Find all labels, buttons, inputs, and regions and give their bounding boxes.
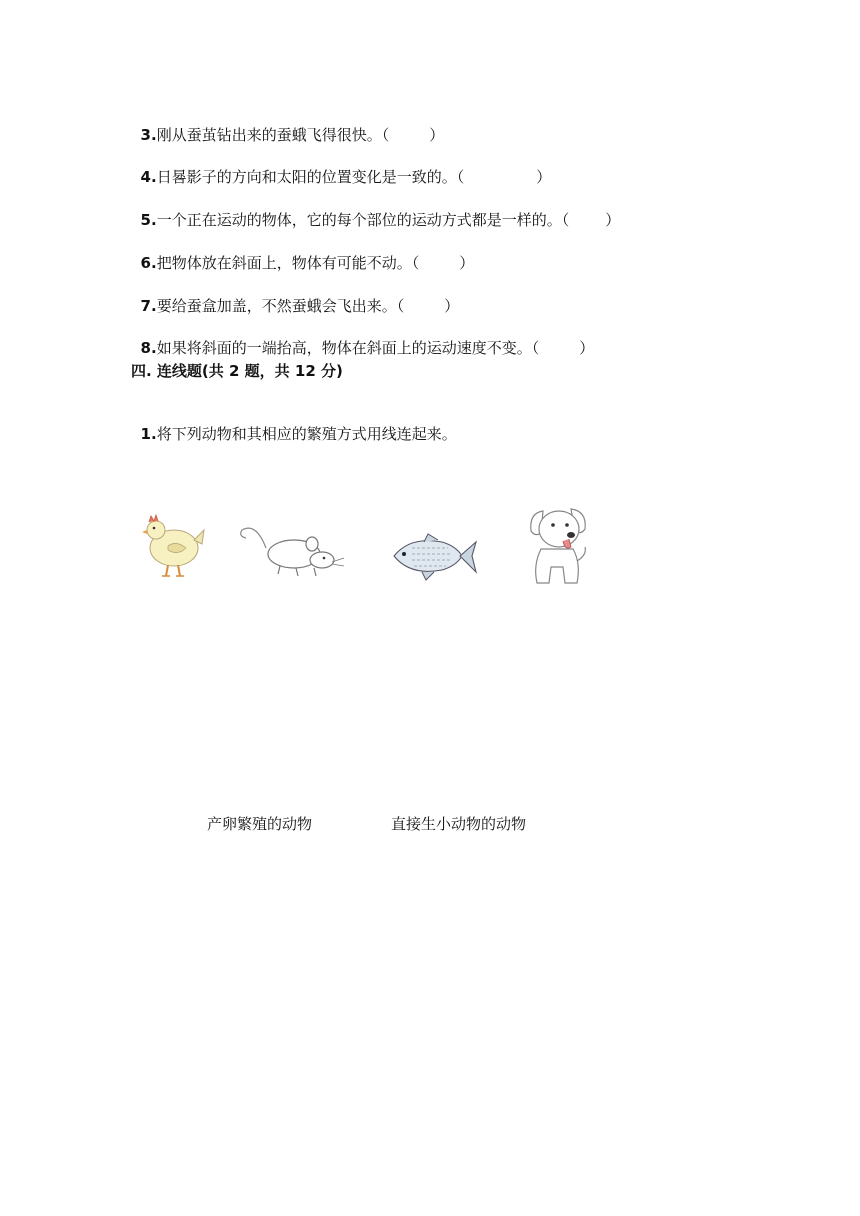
hen-icon[interactable] — [140, 510, 210, 580]
question-text: 如果将斜面的一端抬高，物体在斜面上的运动速度不变。 — [156, 339, 532, 357]
category-viviparous[interactable]: 直接生小动物的动物 — [391, 815, 527, 833]
question-number: 5. — [140, 211, 157, 229]
answer-paren-open: （ — [396, 297, 405, 315]
answer-paren-open: （ — [531, 339, 540, 357]
question-8 — [131, 318, 594, 358]
answer-paren-close: ） — [459, 254, 475, 272]
question-text: 一个正在运动的物体，它的每个部位的运动方式都是一样的。 — [156, 211, 562, 229]
question-7 — [131, 276, 459, 316]
category-oviparous[interactable]: 产卵繁殖的动物 — [207, 815, 313, 833]
question-3 — [131, 105, 444, 145]
matching-question — [131, 404, 457, 444]
answer-paren-open: （ — [456, 168, 465, 186]
question-text: 刚从蚕茧钻出来的蚕蛾飞得很快。 — [156, 126, 382, 144]
fish-icon[interactable] — [388, 528, 478, 584]
question-4 — [131, 147, 551, 187]
answer-paren-close: ） — [605, 211, 621, 229]
question-number: 6. — [140, 254, 157, 272]
question-5 — [131, 190, 620, 230]
question-6 — [131, 233, 474, 273]
answer-paren-close: ） — [536, 168, 552, 186]
answer-paren-close: ） — [579, 339, 595, 357]
answer-paren-open: （ — [561, 211, 570, 229]
question-number: 1. — [140, 425, 157, 443]
question-number: 7. — [140, 297, 157, 315]
question-text: 将下列动物和其相应的繁殖方式用线连起来。 — [156, 425, 457, 443]
question-text: 要给蚕盒加盖，不然蚕蛾会飞出来。 — [156, 297, 397, 315]
answer-paren-close: ） — [444, 297, 460, 315]
question-text: 日晷影子的方向和太阳的位置变化是一致的。 — [156, 168, 457, 186]
section-heading: 四. 连线题(共 2 题，共 12 分) — [131, 362, 343, 380]
answer-paren-open: （ — [381, 126, 390, 144]
question-number: 4. — [140, 168, 157, 186]
mouse-icon[interactable] — [236, 518, 346, 580]
answer-paren-open: （ — [411, 254, 420, 272]
dog-icon[interactable] — [525, 503, 593, 589]
question-text: 把物体放在斜面上，物体有可能不动。 — [156, 254, 412, 272]
question-number: 3. — [140, 126, 157, 144]
question-number: 8. — [140, 339, 157, 357]
answer-paren-close: ） — [429, 126, 445, 144]
